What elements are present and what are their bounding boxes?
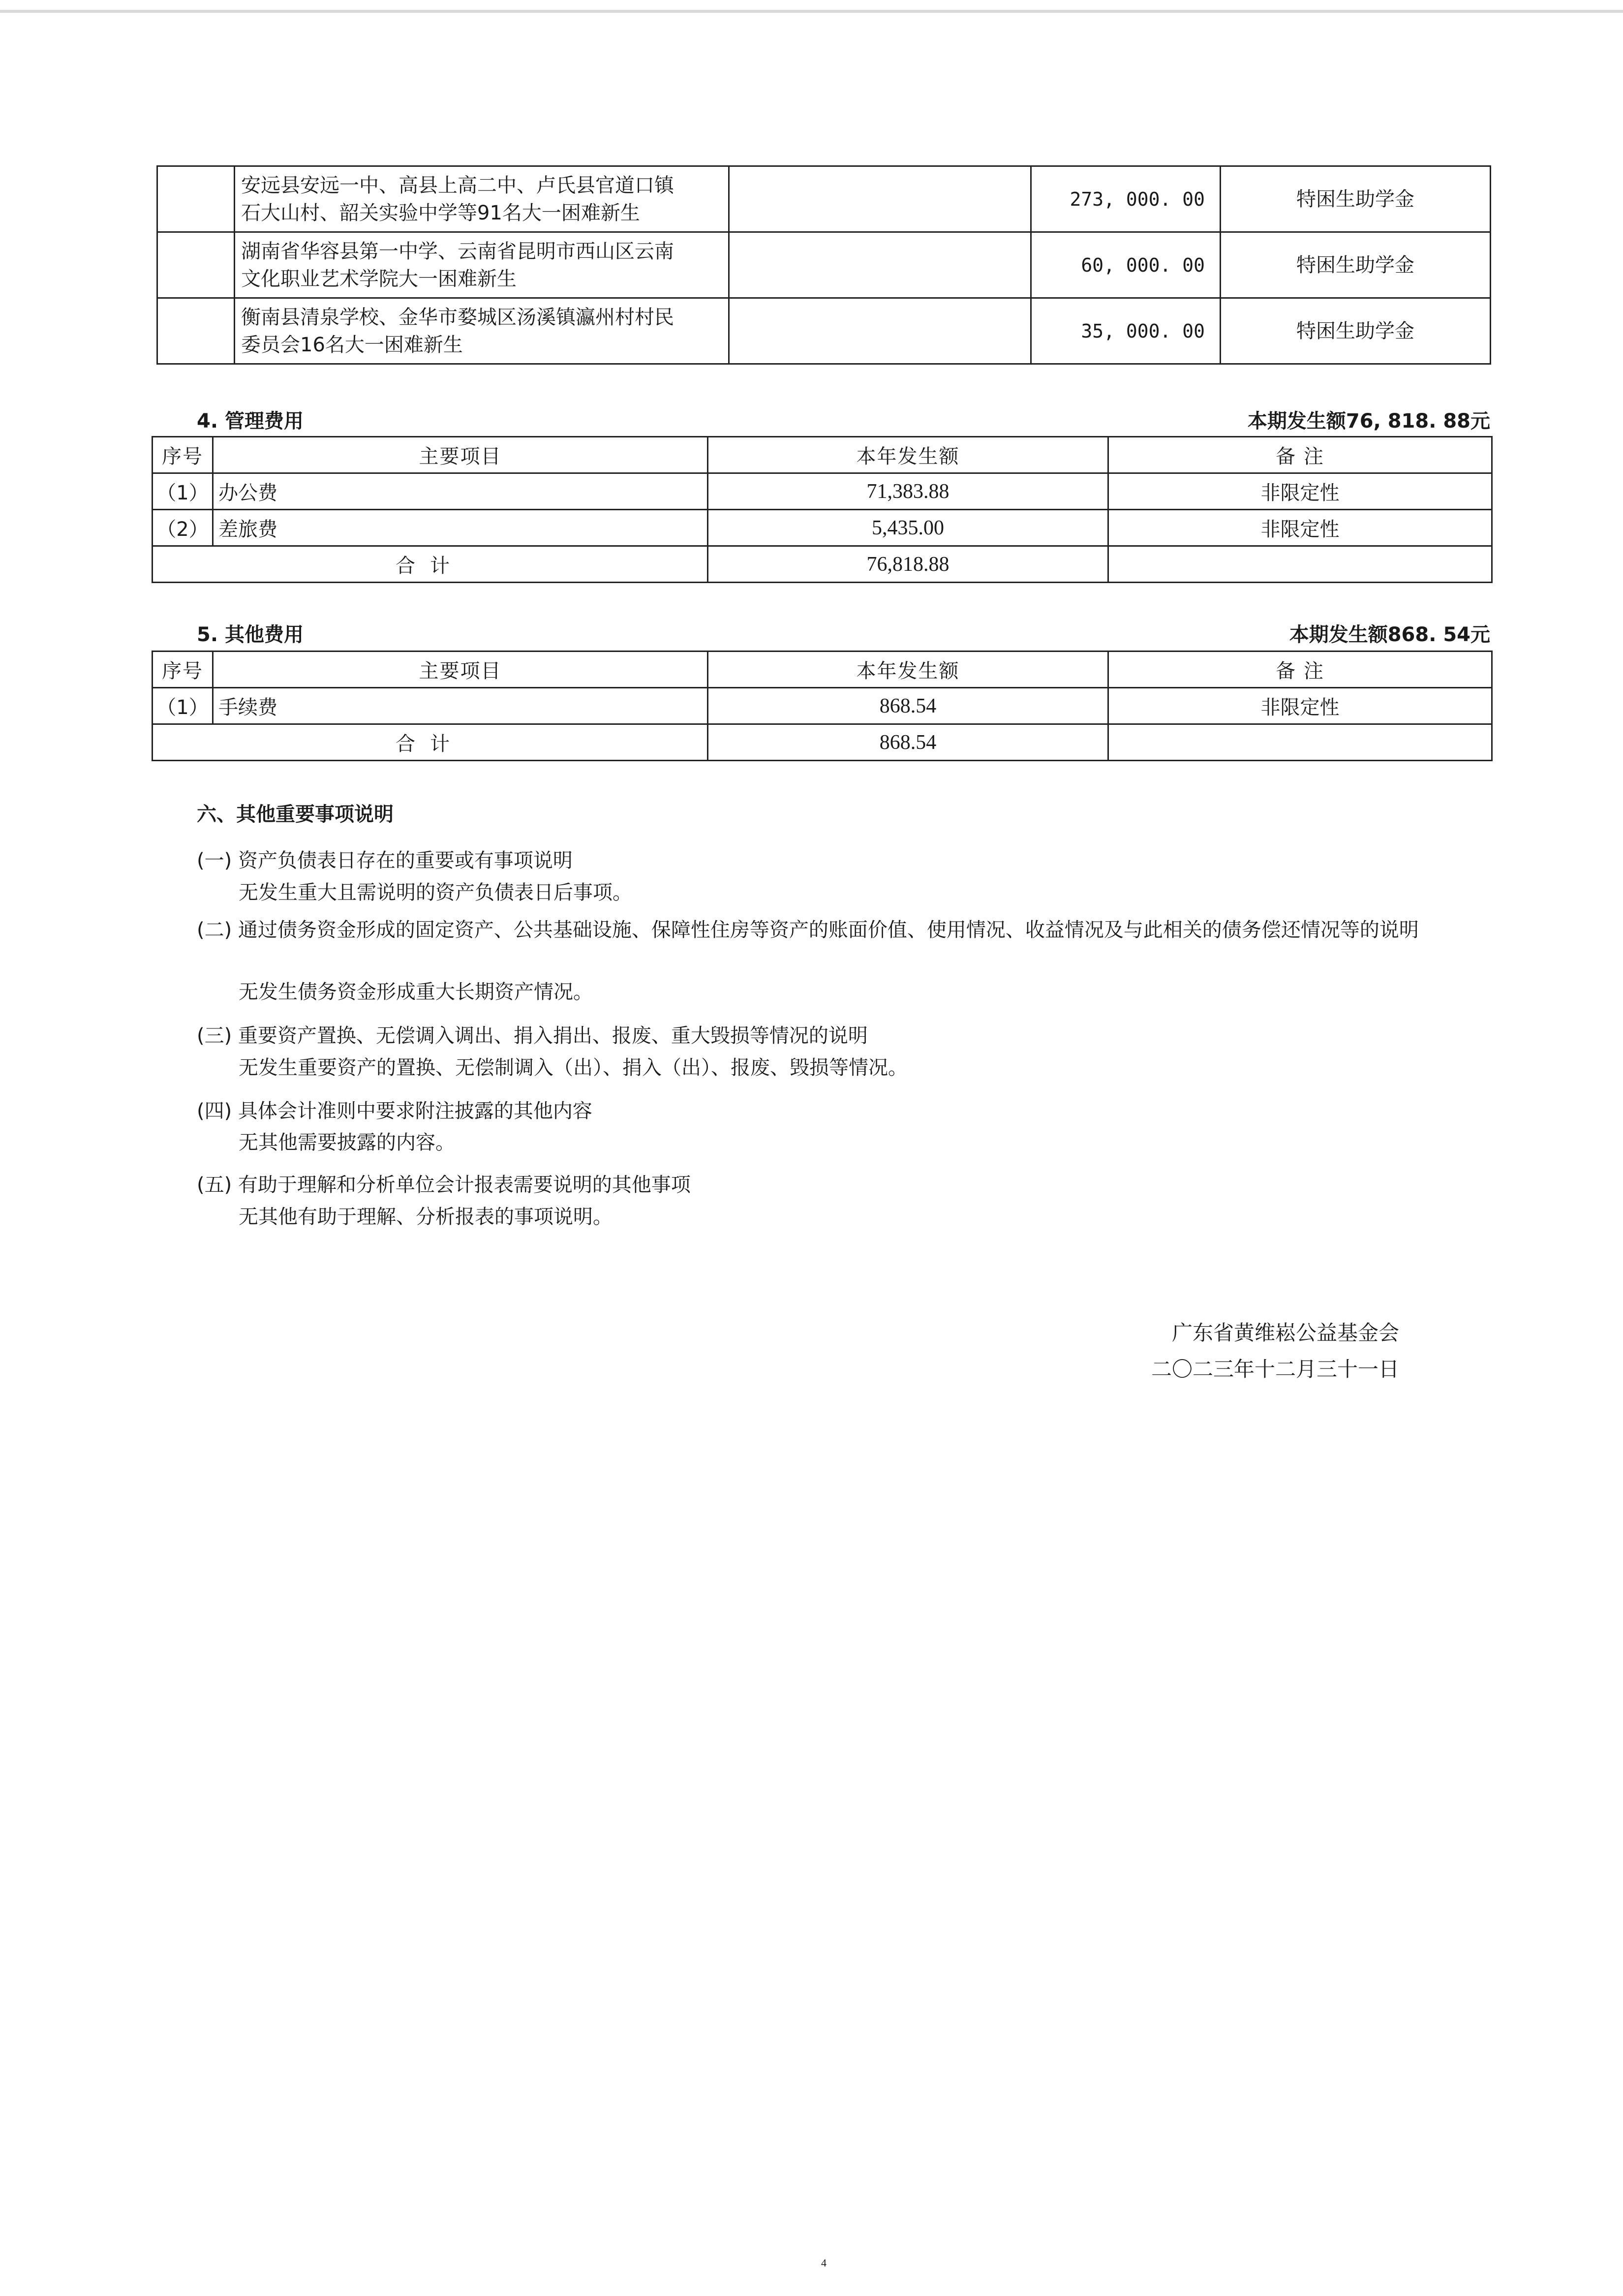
table-row [157, 166, 1491, 232]
col-header-amount: 本年发生额 [708, 437, 1108, 473]
empty-cell [157, 232, 235, 298]
section-total-management: 本期发生额76, 818. 88元 [1247, 410, 1490, 433]
row-no: （2） [153, 510, 213, 546]
recipient-cell [235, 232, 729, 298]
notes-heading: 六、其他重要事项说明 [197, 803, 394, 826]
recipient-cell [235, 298, 729, 364]
scan-top-edge [0, 10, 1623, 13]
note-question: (一) 资产负债表日存在的重要或有事项说明 [197, 849, 573, 872]
amount-cell: 273, 000. 00 [1031, 166, 1221, 232]
table-row [153, 473, 1492, 510]
col-header-amount: 本年发生额 [708, 652, 1108, 688]
row-no: （1） [153, 688, 213, 724]
signature-org: 广东省黄维崧公益基金会 [1172, 1321, 1400, 1345]
note-answer: 无发生重要资产的置换、无偿制调入（出）、捐入（出）、报废、毁损等情况。 [239, 1056, 908, 1079]
row-note: 非限定性 [1108, 473, 1492, 510]
recipient-line: 湖南省华容县第一中学、云南省昆明市西山区云南 [241, 240, 674, 263]
col-header-no: 序号 [153, 652, 213, 688]
table-row [157, 298, 1491, 364]
recipient-line: 委员会16名大一困难新生 [241, 333, 463, 356]
recipient-line: 文化职业艺术学院大一困难新生 [241, 267, 517, 290]
note-answer: 无其他有助于理解、分析报表的事项说明。 [239, 1206, 612, 1228]
empty-cell [1108, 546, 1492, 583]
grant-type-cell: 特困生助学金 [1221, 166, 1491, 232]
row-item: 办公费 [213, 473, 708, 510]
col-header-note: 备 注 [1108, 652, 1492, 688]
row-item: 差旅费 [213, 510, 708, 546]
recipient-line: 安远县安远一中、高县上高二中、卢氏县官道口镇 [241, 174, 674, 197]
empty-cell [1108, 724, 1492, 761]
table-row [157, 232, 1491, 298]
row-note: 非限定性 [1108, 510, 1492, 546]
table-row [153, 688, 1492, 724]
row-amount: 868.54 [708, 688, 1108, 724]
sum-label: 合计 [153, 724, 708, 761]
sum-label: 合计 [153, 546, 708, 583]
amount-cell: 60, 000. 00 [1031, 232, 1221, 298]
col-header-item: 主要项目 [213, 437, 708, 473]
note-question: (四) 具体会计准则中要求附注披露的其他内容 [197, 1100, 592, 1122]
recipient-line: 衡南县清泉学校、金华市婺城区汤溪镇瀛州村村民 [241, 306, 674, 329]
note-question: (五) 有助于理解和分析单位会计报表需要说明的其他事项 [197, 1174, 691, 1196]
sum-amount: 76,818.88 [708, 546, 1108, 583]
recipient-line: 石大山村、韶关实验中学等91名大一困难新生 [241, 201, 640, 224]
other-expense-table [152, 651, 1493, 761]
table-row [153, 510, 1492, 546]
col-header-note: 备 注 [1108, 437, 1492, 473]
grant-type-cell: 特困生助学金 [1221, 232, 1491, 298]
note-question: (三) 重要资产置换、无偿调入调出、捐入捐出、报废、重大毁损等情况的说明 [197, 1024, 868, 1047]
table-total-row [153, 546, 1492, 583]
sum-amount: 868.54 [708, 724, 1108, 761]
row-note: 非限定性 [1108, 688, 1492, 724]
section-title-other: 5. 其他费用 [197, 623, 304, 646]
page-number: 4 [821, 2257, 827, 2269]
col-header-item: 主要项目 [213, 652, 708, 688]
row-amount: 5,435.00 [708, 510, 1108, 546]
empty-cell [157, 298, 235, 364]
row-amount: 71,383.88 [708, 473, 1108, 510]
section-total-other: 本期发生额868. 54元 [1289, 623, 1490, 646]
col-header-no: 序号 [153, 437, 213, 473]
section-title-management: 4. 管理费用 [197, 410, 304, 433]
note-answer: 无其他需要披露的内容。 [239, 1131, 455, 1154]
amount-cell: 35, 000. 00 [1031, 298, 1221, 364]
note-answer: 无发生债务资金形成重大长期资产情况。 [239, 981, 593, 1003]
management-expense-table [152, 436, 1493, 583]
grant-table [156, 165, 1491, 365]
table-total-row [153, 724, 1492, 761]
signature-date: 二〇二三年十二月三十一日 [1151, 1357, 1400, 1381]
recipient-cell [235, 166, 729, 232]
note-answer: 无发生重大且需说明的资产负债表日后事项。 [239, 881, 632, 904]
row-item: 手续费 [213, 688, 708, 724]
empty-cell [729, 166, 1031, 232]
table-header-row [153, 652, 1492, 688]
note-question: (二) 通过债务资金形成的固定资产、公共基础设施、保障性住房等资产的账面价值、使用情况、收益情况及与此相关的债务偿还情况等的说明 [197, 919, 1419, 941]
row-no: （1） [153, 473, 213, 510]
table-header-row [153, 437, 1492, 473]
empty-cell [729, 298, 1031, 364]
empty-cell [157, 166, 235, 232]
grant-type-cell: 特困生助学金 [1221, 298, 1491, 364]
empty-cell [729, 232, 1031, 298]
